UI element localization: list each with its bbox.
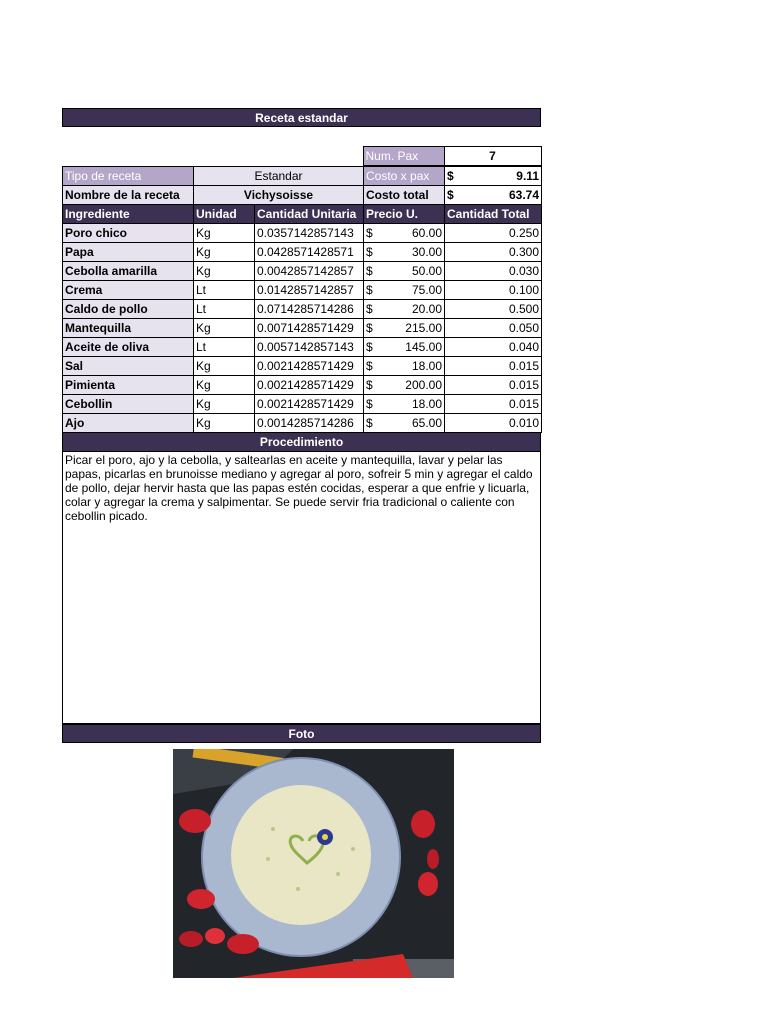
- header-cantidad-unitaria: Cantidad Unitaria: [255, 205, 364, 224]
- ingredient-row: [63, 338, 542, 357]
- ingredient-price[interactable]: 50.00: [411, 264, 442, 278]
- ingredient-price-symbol: $: [366, 302, 373, 316]
- ingredient-price-cell: [364, 357, 445, 376]
- costo-total-symbol: $: [447, 188, 454, 202]
- ingredient-price-symbol: $: [366, 321, 373, 335]
- recipe-sheet: [62, 108, 541, 743]
- ingredient-unit-qty[interactable]: 0.0042857142857: [255, 262, 364, 281]
- ingredient-row: [63, 319, 542, 338]
- ingredient-name: Poro chico: [63, 224, 194, 243]
- ingredient-name: Sal: [63, 357, 194, 376]
- ingredient-price-cell: [364, 338, 445, 357]
- tipo-label: Tipo de receta: [63, 167, 194, 186]
- ingredient-unit-qty[interactable]: 0.0021428571429: [255, 395, 364, 414]
- ingredient-row: [63, 376, 542, 395]
- ingredient-unit: Kg: [194, 357, 255, 376]
- ingredient-unit-qty[interactable]: 0.0057142857143: [255, 338, 364, 357]
- ingredient-price-cell: [364, 319, 445, 338]
- ingredient-price-cell: [364, 300, 445, 319]
- ingredient-total-qty[interactable]: 0.250: [445, 224, 542, 243]
- ingredient-unit: Kg: [194, 414, 255, 433]
- ingredient-price-cell: [364, 224, 445, 243]
- ingredient-row: [63, 243, 542, 262]
- header-precio: Precio U.: [364, 205, 445, 224]
- ingredient-row: [63, 414, 542, 433]
- ingredient-price-symbol: $: [366, 359, 373, 373]
- ingredient-name: Cebolla amarilla: [63, 262, 194, 281]
- ingredient-price-symbol: $: [366, 340, 373, 354]
- ingredient-price-symbol: $: [366, 226, 373, 240]
- ingredient-unit-qty[interactable]: 0.0021428571429: [255, 376, 364, 395]
- costo-pax-value: 9.11: [516, 169, 539, 183]
- ingredient-price-cell: [364, 281, 445, 300]
- ingredient-price-cell: [364, 262, 445, 281]
- ingredient-unit-qty[interactable]: 0.0142857142857: [255, 281, 364, 300]
- recipe-info-table: [62, 146, 542, 166]
- procedimiento-text[interactable]: Picar el poro, ajo y la cebolla, y saltearlas en aceite y mantequilla, lavar y pelar las papas, picarlas en brunoisse mediano y agregar al poro, sofreir 5 min y agregar el caldo de pollo, dejar hervir hasta que las papas estén cocidas, esperar a que enfrie y licuarla, colar y agregar la crema y salpimentar. Se puede servir fria tradicional o caliente con cebollin picado.: [62, 452, 541, 724]
- ingredient-unit: Lt: [194, 338, 255, 357]
- ingredient-unit: Kg: [194, 243, 255, 262]
- costo-total-label: Costo total: [364, 186, 445, 205]
- ingredient-unit: Kg: [194, 395, 255, 414]
- ingredient-total-qty[interactable]: 0.050: [445, 319, 542, 338]
- ingredient-unit: Lt: [194, 300, 255, 319]
- costo-pax-label: Costo x pax: [364, 167, 445, 186]
- ingredient-price[interactable]: 75.00: [411, 283, 442, 297]
- ingredient-price-cell: [364, 243, 445, 262]
- header-cantidad-total: Cantidad Total: [445, 205, 542, 224]
- ingredient-total-qty[interactable]: 0.500: [445, 300, 542, 319]
- ingredients-body: [63, 224, 542, 433]
- ingredient-name: Crema: [63, 281, 194, 300]
- recipe-title-bar: Receta estandar: [62, 108, 541, 127]
- tipo-value[interactable]: Estandar: [194, 167, 364, 186]
- costo-total-value: 63.74: [508, 188, 539, 202]
- ingredient-unit-qty[interactable]: 0.0071428571429: [255, 319, 364, 338]
- ingredient-row: [63, 357, 542, 376]
- num-pax-value[interactable]: 7: [444, 147, 541, 166]
- ingredient-row: [63, 395, 542, 414]
- header-unidad: Unidad: [194, 205, 255, 224]
- ingredient-unit-qty[interactable]: 0.0357142857143: [255, 224, 364, 243]
- ingredient-row: [63, 300, 542, 319]
- ingredient-price-cell: [364, 376, 445, 395]
- ingredient-unit: Lt: [194, 281, 255, 300]
- ingredient-total-qty[interactable]: 0.015: [445, 395, 542, 414]
- ingredient-unit: Kg: [194, 319, 255, 338]
- ingredient-price-symbol: $: [366, 264, 373, 278]
- procedimiento-bar: Procedimiento: [62, 433, 541, 452]
- ingredient-total-qty[interactable]: 0.300: [445, 243, 542, 262]
- ingredient-row: [63, 262, 542, 281]
- costo-pax-cell: [445, 167, 542, 186]
- ingredient-price[interactable]: 145.00: [405, 340, 442, 354]
- ingredient-price[interactable]: 18.00: [411, 397, 442, 411]
- costo-total-cell: [445, 186, 542, 205]
- ingredient-price-cell: [364, 414, 445, 433]
- ingredient-unit-qty[interactable]: 0.0014285714286: [255, 414, 364, 433]
- dish-photo: [173, 749, 454, 978]
- ingredient-unit: Kg: [194, 376, 255, 395]
- ingredient-total-qty[interactable]: 0.030: [445, 262, 542, 281]
- ingredient-name: Caldo de pollo: [63, 300, 194, 319]
- ingredient-name: Pimienta: [63, 376, 194, 395]
- ingredient-total-qty[interactable]: 0.040: [445, 338, 542, 357]
- ingredient-name: Mantequilla: [63, 319, 194, 338]
- ingredient-total-qty[interactable]: 0.015: [445, 357, 542, 376]
- ingredient-price-cell: [364, 395, 445, 414]
- ingredient-total-qty[interactable]: 0.015: [445, 376, 542, 395]
- header-ingrediente: Ingrediente: [63, 205, 194, 224]
- ingredient-price-symbol: $: [366, 378, 373, 392]
- ingredient-price-symbol: $: [366, 416, 373, 430]
- ingredient-total-qty[interactable]: 0.010: [445, 414, 542, 433]
- ingredient-price[interactable]: 18.00: [411, 359, 442, 373]
- ingredient-total-qty[interactable]: 0.100: [445, 281, 542, 300]
- ingredient-unit-qty[interactable]: 0.0714285714286: [255, 300, 364, 319]
- ingredient-price-symbol: $: [366, 283, 373, 297]
- recipe-table: [62, 166, 542, 433]
- ingredient-name: Ajo: [63, 414, 194, 433]
- ingredient-price[interactable]: 60.00: [411, 226, 442, 240]
- costo-pax-symbol: $: [447, 169, 454, 183]
- ingredients-header-row: [63, 205, 542, 224]
- ingredient-price-symbol: $: [366, 397, 373, 411]
- ingredient-price[interactable]: 65.00: [411, 416, 442, 430]
- ingredient-name: Cebollin: [63, 395, 194, 414]
- ingredient-name: Aceite de oliva: [63, 338, 194, 357]
- num-pax-label: Num. Pax: [363, 147, 444, 166]
- nombre-value[interactable]: Vichysoisse: [194, 186, 364, 205]
- nombre-label: Nombre de la receta: [63, 186, 194, 205]
- ingredient-unit: Kg: [194, 224, 255, 243]
- ingredient-price[interactable]: 215.00: [405, 321, 442, 335]
- ingredient-price[interactable]: 30.00: [411, 245, 442, 259]
- ingredient-name: Papa: [63, 243, 194, 262]
- ingredient-price[interactable]: 20.00: [411, 302, 442, 316]
- ingredient-unit-qty[interactable]: 0.0021428571429: [255, 357, 364, 376]
- ingredient-row: [63, 224, 542, 243]
- ingredient-price-symbol: $: [366, 245, 373, 259]
- ingredient-price[interactable]: 200.00: [405, 378, 442, 392]
- ingredient-unit: Kg: [194, 262, 255, 281]
- ingredient-row: [63, 281, 542, 300]
- ingredient-unit-qty[interactable]: 0.0428571428571: [255, 243, 364, 262]
- foto-bar: Foto: [62, 724, 541, 743]
